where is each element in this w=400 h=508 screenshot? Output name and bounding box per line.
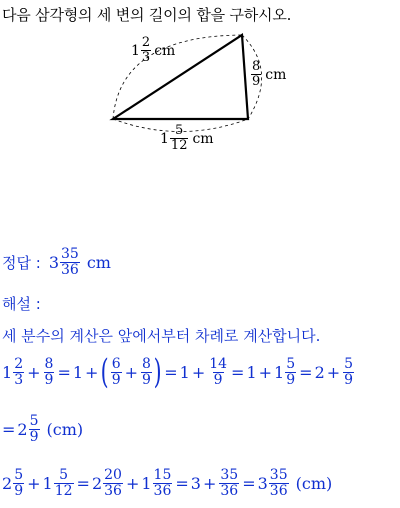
answer-line: 정답 : 3 $\frac{35}{36}$ cm bbox=[2, 246, 111, 278]
solution-line-1: 1 $\frac{2}{3}$ + $\frac{8}{9}$ = 1 + ( $\frac{6}{9}$ + $\frac{8}{9}$ ) = 1 + $\frac{14}{9}$ = 1 + 1 $\frac{5}{9}$ = 2 + $\frac{5}{9}$ bbox=[2, 352, 354, 392]
fraction: $\frac{8}{9}$ bbox=[44, 355, 54, 388]
fraction: $\frac{20}{36}$ bbox=[104, 467, 122, 499]
solution-label: 해설 : bbox=[2, 295, 41, 313]
fraction: $\frac{5}{12}$ bbox=[170, 123, 188, 153]
solution-intro: 세 분수의 계산은 앞에서부터 차례로 계산합니다. bbox=[2, 327, 321, 345]
fraction: $\frac{35}{36}$ bbox=[269, 467, 288, 499]
answer-label: 정답 : bbox=[2, 254, 41, 272]
fraction: $\frac{2}{3}$ bbox=[14, 355, 24, 388]
label-right-side: $\frac{8}{9}$ cm bbox=[252, 59, 287, 89]
solution-line-3: 2 $\frac{5}{9}$ + 1 $\frac{5}{12}$ = 2 $\frac{20}{36}$ + 1 $\frac{15}{36}$ = 3 + $\frac{35}{36}$ = 3 $\frac{35}{36}$ (cm) bbox=[2, 467, 333, 499]
solution-line-2: = 2 $\frac{5}{9}$ (cm) bbox=[2, 413, 84, 445]
fraction: $\frac{6}{9}$ bbox=[111, 355, 121, 388]
fraction: $\frac{5}{9}$ bbox=[29, 413, 39, 445]
label-bottom-side: 1 $\frac{5}{12}$ cm bbox=[160, 123, 214, 153]
fraction: $\frac{5}{12}$ bbox=[54, 467, 73, 499]
fraction: $\frac{35}{36}$ bbox=[61, 246, 79, 278]
fraction: $\frac{8}{9}$ bbox=[142, 355, 151, 388]
fraction: $\frac{5}{9}$ bbox=[286, 355, 296, 388]
fraction: $\frac{5}{9}$ bbox=[14, 467, 24, 499]
fraction: $\frac{14}{9}$ bbox=[209, 355, 228, 388]
fraction: $\frac{15}{36}$ bbox=[153, 467, 172, 499]
label-left-side: 1 $\frac{2}{3}$ cm bbox=[131, 35, 176, 65]
question-text: 다음 삼각형의 세 변의 길이의 합을 구하시오. bbox=[2, 6, 292, 24]
fraction: $\frac{35}{36}$ bbox=[220, 467, 239, 499]
fraction: $\frac{2}{3}$ bbox=[141, 35, 151, 65]
fraction: $\frac{5}{9}$ bbox=[344, 355, 354, 388]
fraction: $\frac{8}{9}$ bbox=[252, 59, 261, 89]
